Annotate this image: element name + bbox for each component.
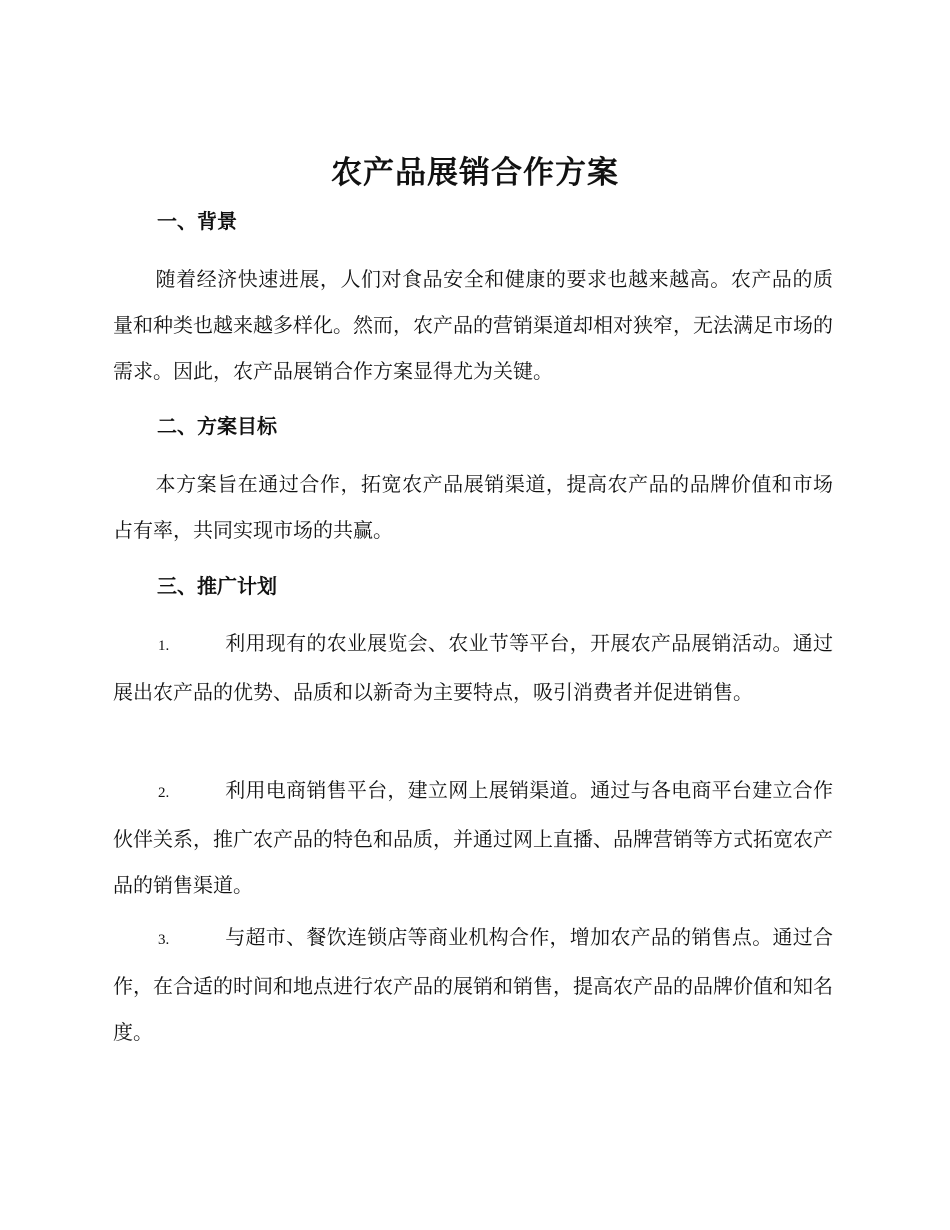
item-text: 利用现有的农业展览会、农业节等平台，开展农产品展销活动。通过展出农产品的优势、品质和以新奇为主要特点，吸引消费者并促进销售。 xyxy=(113,631,833,704)
paragraph-text: 随着经济快速进展，人们对食品安全和健康的要求也越来越高。农产品的质量和种类也越来越多样化。然而，农产品的营销渠道却相对狭窄，无法满足市场的需求。因此，农产品展销合作方案显得尤为关键。 xyxy=(113,267,833,383)
item-number: 1. xyxy=(158,638,170,654)
section-paragraph-background xyxy=(113,256,833,394)
plan-item-2 xyxy=(113,767,833,908)
document-title: 农产品展销合作方案 xyxy=(331,155,619,191)
item-text: 利用电商销售平台，建立网上展销渠道。通过与各电商平台建立合作伙伴关系，推广农产品的特色和品质，并通过网上直播、品牌营销等方式拓宽农产品的销售渠道。 xyxy=(113,778,833,897)
item-number: 3. xyxy=(158,932,170,948)
section-paragraph-goals xyxy=(113,461,833,553)
plan-item-1 xyxy=(113,620,833,715)
paragraph-text: 本方案旨在通过合作，拓宽农产品展销渠道，提高农产品的品牌价值和市场占有率，共同实现市场的共赢。 xyxy=(113,472,833,542)
item-number: 2. xyxy=(158,785,170,801)
plan-item-3 xyxy=(113,914,833,1055)
section-heading-background: 一、背景 xyxy=(157,209,237,233)
item-text: 与超市、餐饮连锁店等商业机构合作，增加农产品的销售点。通过合作，在合适的时间和地点进行农产品的展销和销售，提高农产品的品牌价值和知名度。 xyxy=(113,925,833,1044)
section-heading-goals: 二、方案目标 xyxy=(157,414,277,438)
section-heading-plan: 三、推广计划 xyxy=(157,574,277,598)
